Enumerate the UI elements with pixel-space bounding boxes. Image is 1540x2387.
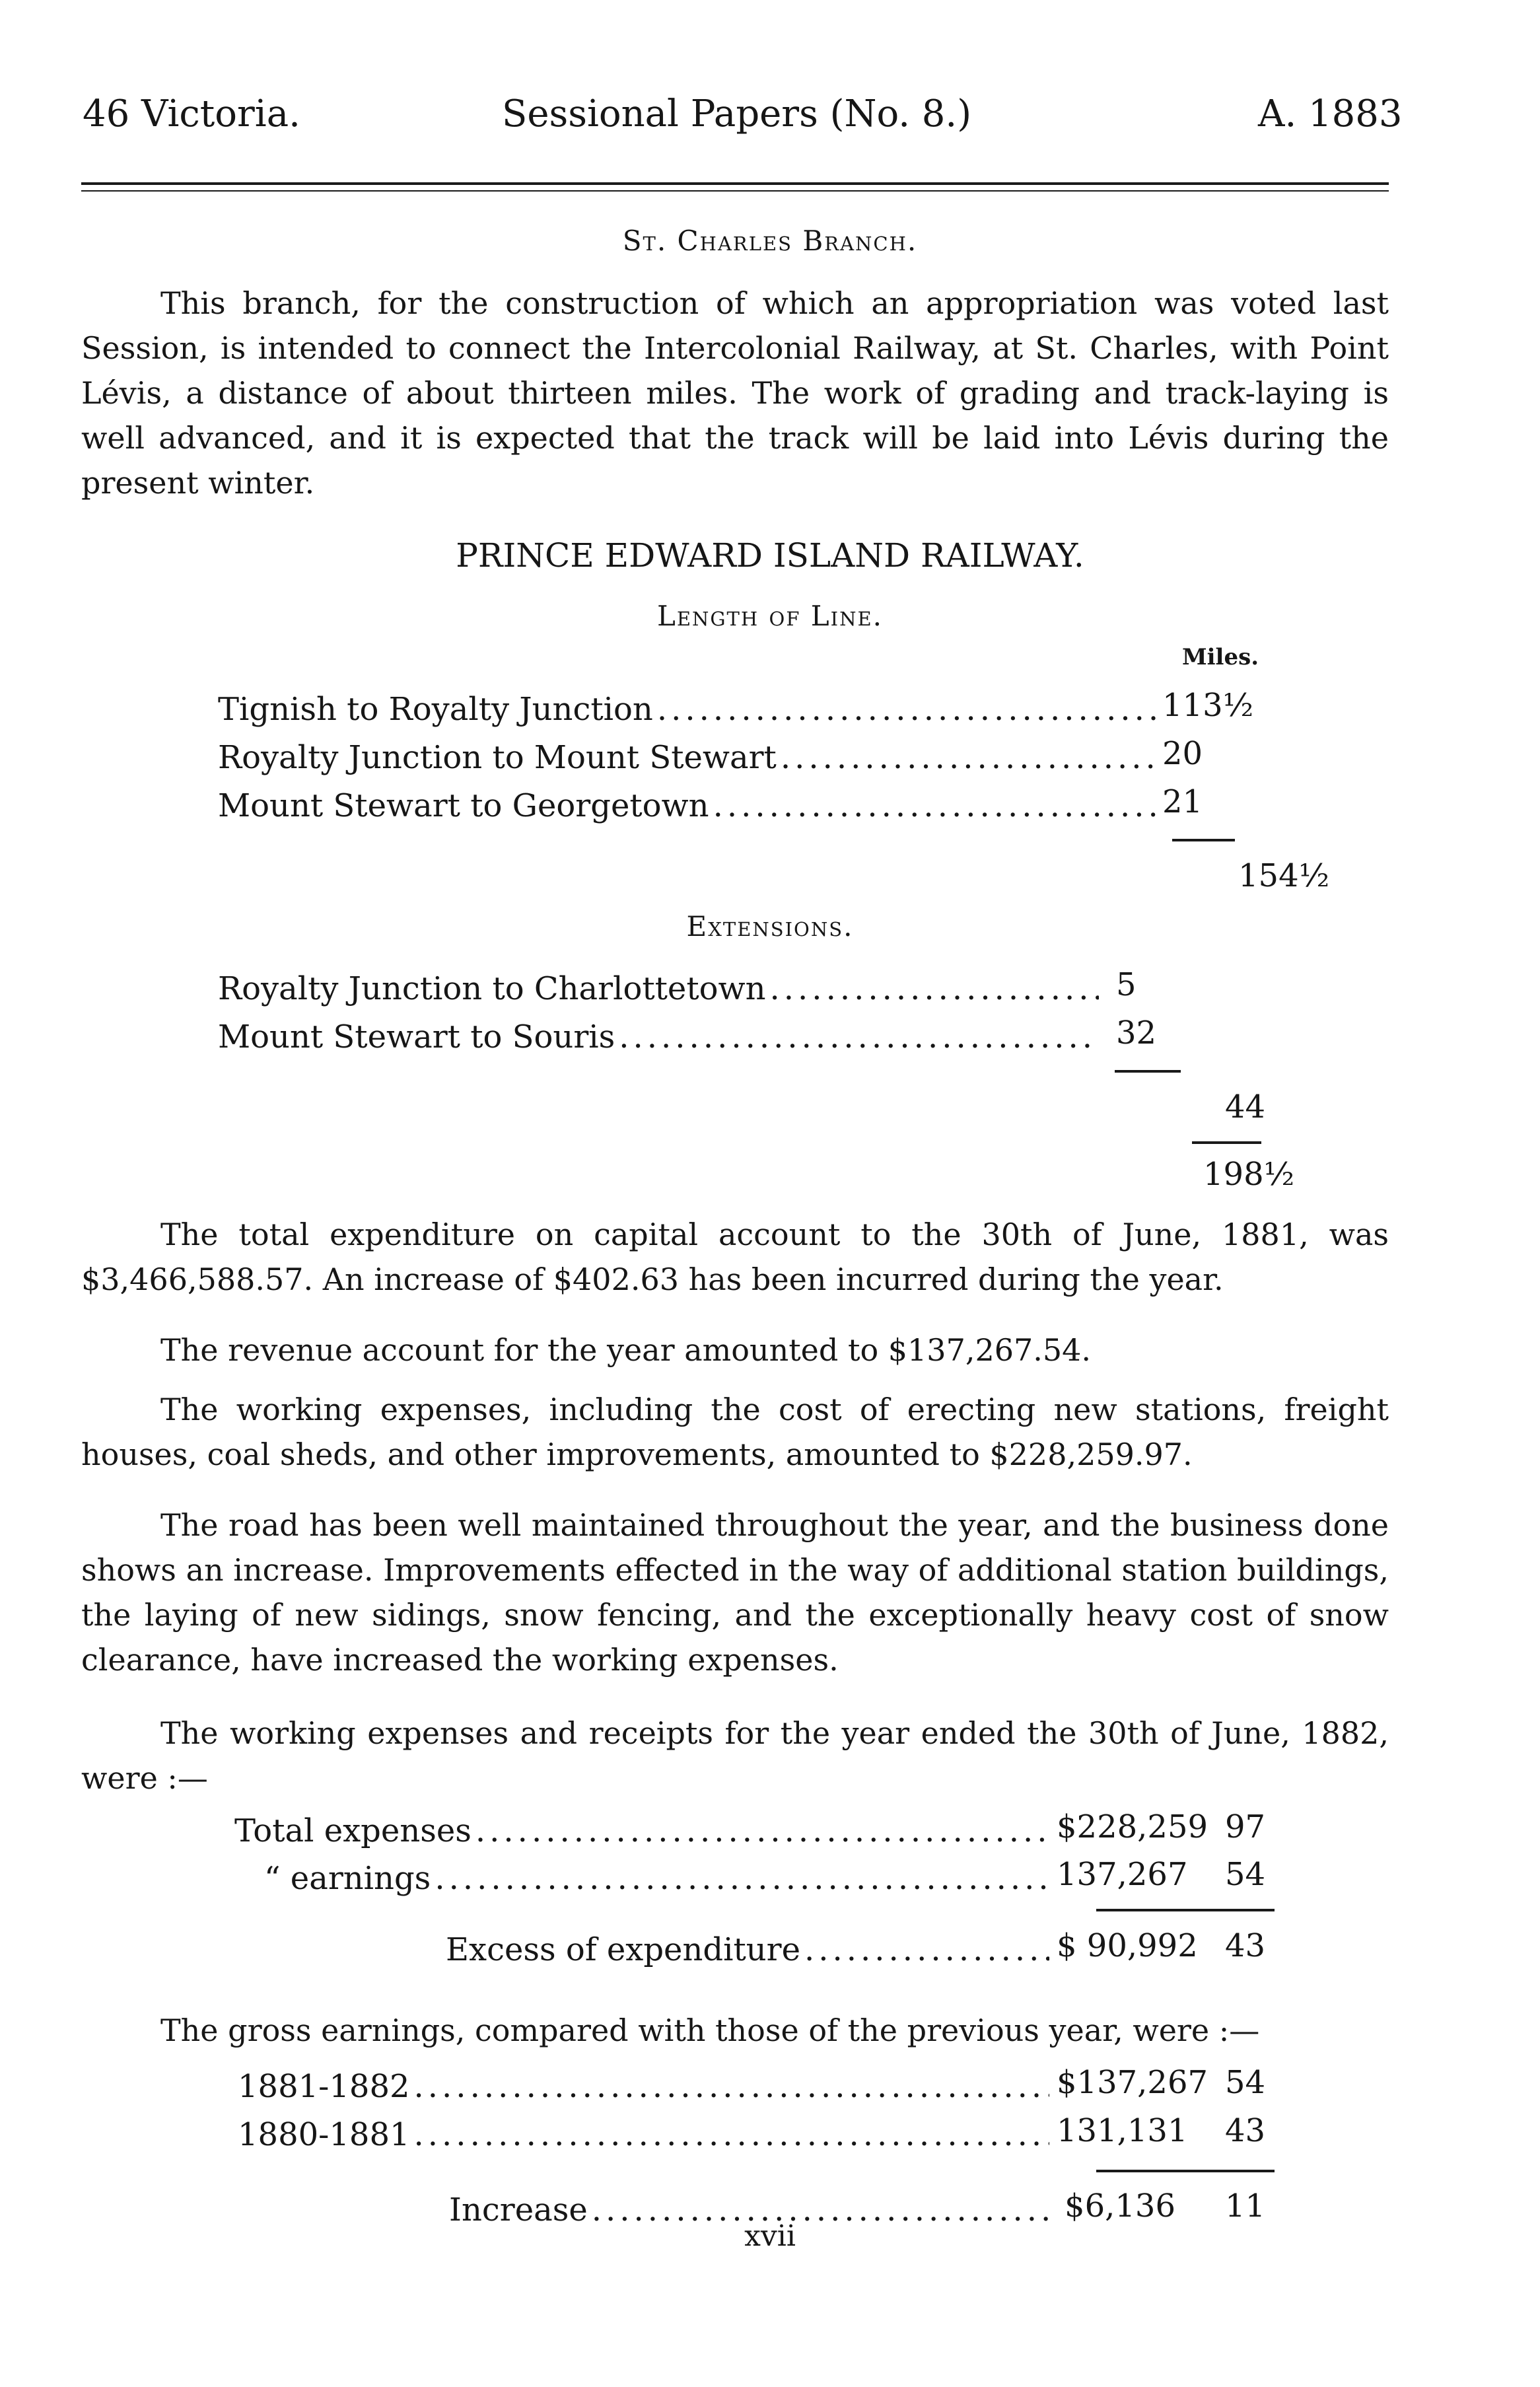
extension-row (218, 966, 1103, 1011)
gross-cents: 43 (1225, 2112, 1266, 2149)
line-label: Tignish to Royalty Junction (218, 691, 653, 728)
expense-dollars: 137,267 (1057, 1856, 1188, 1893)
grand-total-rule (1192, 1141, 1261, 1144)
grand-total-miles: 198½ (1203, 1156, 1295, 1193)
paragraph-revenue-text: The revenue account for the year amounted to $137,267.54. (160, 1332, 1092, 1368)
lines-total: 154½ (1238, 857, 1330, 894)
line-row (218, 687, 1162, 732)
header-right: A. 1883 (1258, 92, 1403, 135)
subheading-extensions: Extensions. (686, 910, 854, 943)
gross-dollars: 131,131 (1057, 2112, 1188, 2149)
line-miles: 20 (1162, 735, 1203, 772)
increase-cents: 11 (1225, 2188, 1266, 2225)
paragraph-st-charles-text: This branch, for the construction of which an appropriation was voted last Session, is intended to connect the Intercolonial Railway, at St. Charles, with Point Lévis, a distance of about thirteen miles. The work of grading and track-laying is well advanced, and it is expected that the track will be laid into Lévis during the present winter. (81, 285, 1389, 501)
extensions-rule (1115, 1070, 1181, 1073)
header-rule-bottom (81, 190, 1389, 192)
expense-cents: 97 (1225, 1808, 1266, 1845)
miles-column-label: Miles. (1182, 644, 1259, 670)
paragraph-revenue (81, 1328, 1389, 1372)
gross-row (238, 2064, 1053, 2109)
section-heading-st-charles: St. Charles Branch. (622, 225, 918, 257)
line-miles: 21 (1162, 783, 1203, 820)
paragraph-maintenance-text: The road has been well maintained throughout the year, and the business done shows an increase. Improvements effected in the way of additional station buildings, the laying of new sidings, snow fencing, and the exceptionally heavy cost of snow clearance, have increased the working expenses. (81, 1507, 1389, 1678)
paragraph-st-charles (81, 281, 1389, 505)
extensions-total: 44 (1225, 1088, 1266, 1125)
excess-dollars: $ 90,992 (1057, 1927, 1198, 1964)
gross-label: 1880-1881 (238, 2116, 410, 2153)
line-miles: 113½ (1162, 687, 1254, 724)
paragraph-expenses-receipts-text: The working expenses and receipts for the year ended the 30th of June, 1882, were :— (81, 1715, 1389, 1796)
increase-label: Increase (449, 2191, 588, 2228)
line-row (218, 783, 1162, 828)
line-label: Mount Stewart to Georgetown (218, 787, 709, 824)
paragraph-capital-expenditure-text: The total expenditure on capital account to the 30th of June, 1881, was $3,466,588.57. An increase of $402.63 has been incurred during the year. (81, 1217, 1389, 1297)
gross-row (238, 2112, 1053, 2157)
subtotal-rule (1172, 839, 1235, 841)
paragraph-gross-earnings (81, 2008, 1389, 2053)
extension-miles: 5 (1116, 966, 1137, 1003)
header-left: 46 Victoria. (83, 92, 300, 135)
expense-label: Total expenses (234, 1812, 472, 1849)
expense-dollars: $228,259 (1057, 1808, 1208, 1845)
header-rule-top (81, 182, 1389, 185)
excess-label: Excess of expenditure (446, 1931, 800, 1968)
line-label: Royalty Junction to Mount Stewart (218, 739, 777, 776)
increase-dollars: $6,136 (1065, 2188, 1175, 2225)
gross-cents: 54 (1225, 2064, 1266, 2101)
extension-label: Mount Stewart to Souris (218, 1018, 615, 1055)
expense-cents: 54 (1225, 1856, 1266, 1893)
expense-label: “ earnings (264, 1860, 431, 1897)
paragraph-gross-earnings-text: The gross earnings, compared with those of the previous year, were :— (160, 2013, 1260, 2048)
paragraph-expenses-receipts (81, 1711, 1389, 1800)
subheading-length-of-line: Length of Line. (656, 600, 884, 632)
excess-cents: 43 (1225, 1927, 1266, 1964)
extension-row (218, 1015, 1103, 1059)
paragraph-maintenance (81, 1503, 1389, 1682)
header-center: Sessional Papers (No. 8.) (502, 92, 972, 135)
excess-row (446, 1927, 1053, 1972)
expenses-rule (1096, 1909, 1275, 1911)
gross-rule (1096, 2170, 1275, 2172)
extension-miles: 32 (1116, 1015, 1157, 1051)
expense-row (234, 1808, 1053, 1853)
paragraph-working-expenses-text: The working expenses, including the cost of erecting new stations, freight houses, coal sheds, and other improvements, amounted to $228,259.97. (81, 1392, 1389, 1472)
extension-label: Royalty Junction to Charlottetown (218, 970, 766, 1007)
paragraph-working-expenses (81, 1387, 1389, 1477)
paragraph-capital-expenditure (81, 1212, 1389, 1302)
gross-dollars: $137,267 (1057, 2064, 1208, 2101)
expense-row (264, 1856, 1053, 1901)
line-row (218, 735, 1162, 780)
gross-label: 1881-1882 (238, 2068, 410, 2105)
section-title-pei-railway: PRINCE EDWARD ISLAND RAILWAY. (456, 536, 1084, 575)
page-number: xvii (744, 2219, 796, 2253)
